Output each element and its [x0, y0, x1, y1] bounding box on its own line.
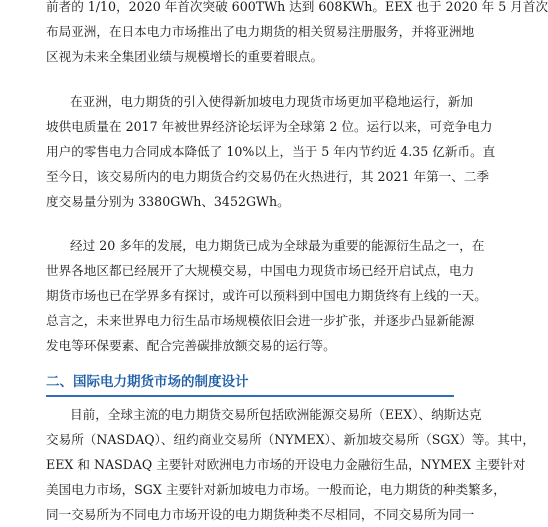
text-line: 世界各地区都已经展开了大规模交易，中国电力现货市场已经开启试点，电力: [46, 263, 475, 278]
text-line: 前者的 1/10，2020 年首次突破 600TWh 达到 608KWh。EEX 也于 2020 年 5 月首次: [46, 0, 548, 14]
text-line: 布局亚洲，在日本电力市场推出了电力期货的相关贸易注册服务，并将亚洲地: [46, 24, 475, 39]
text-line: 度交易量分别为 3380GWh、3452GWh。: [46, 194, 290, 209]
text-line: 同一交易所为不同电力市场开设的电力期货种类不尽相同，不同交易所为同一: [46, 507, 475, 522]
paragraph-eex-asia: [46, 0, 548, 69]
section-heading: [46, 371, 454, 395]
text-line: 交易所（NASDAQ）、纽约商业交易所（NYMEX）、新加坡交易所（SGX）等。其中，: [46, 432, 535, 447]
paragraph-asia-singapore: [46, 89, 496, 214]
text-line: 目前，全球主流的电力期货交易所包括欧洲能源交易所（EEX）、纳斯达克: [70, 407, 482, 422]
section-title: 二、国际电力期货市场的制度设计: [46, 374, 249, 390]
text-line: 美国电力市场，SGX 主要针对新加坡电力市场。一般而论，电力期货的种类繁多，: [46, 482, 506, 497]
paragraph-exchanges: [46, 402, 535, 527]
text-line: 总言之，未来世界电力衍生品市场规模依旧会进一步扩张，并逐步凸显新能源: [46, 313, 475, 328]
text-line: 至今日，该交易所内的电力期货合约交易仍在火热进行，其 2021 年第一、二季: [46, 169, 490, 184]
text-line: 期货市场也已在学界多有探讨，或许可以预料到中国电力期货终有上线的一天。: [46, 288, 487, 303]
text-line: 发电等环保要素、配合完善碳排放额交易的运行等。: [46, 338, 336, 353]
text-line: EEX 和 NASDAQ 主要针对欧洲电力市场的开设电力金融衍生品，NYMEX 主要针对: [46, 457, 526, 472]
paragraph-development-outlook: [46, 233, 487, 358]
text-line: 经过 20 多年的发展，电力期货已成为全球最为重要的能源衍生品之一，在: [70, 238, 485, 253]
text-line: 在亚洲，电力期货的引入使得新加坡电力现货市场更加平稳地运行，新加: [70, 94, 473, 109]
section-divider: [46, 395, 454, 397]
text-line: 坡供电质量在 2017 年被世界经济论坛评为全球第 2 位。运行以来，可竞争电力: [46, 119, 493, 134]
text-line: 用户的零售电力合同成本降低了 10%以上，当于 5 年内节约近 4.35 亿新币。直: [46, 144, 496, 159]
text-line: 区视为未来全集团业绩与规模增长的重要着眼点。: [46, 49, 324, 64]
